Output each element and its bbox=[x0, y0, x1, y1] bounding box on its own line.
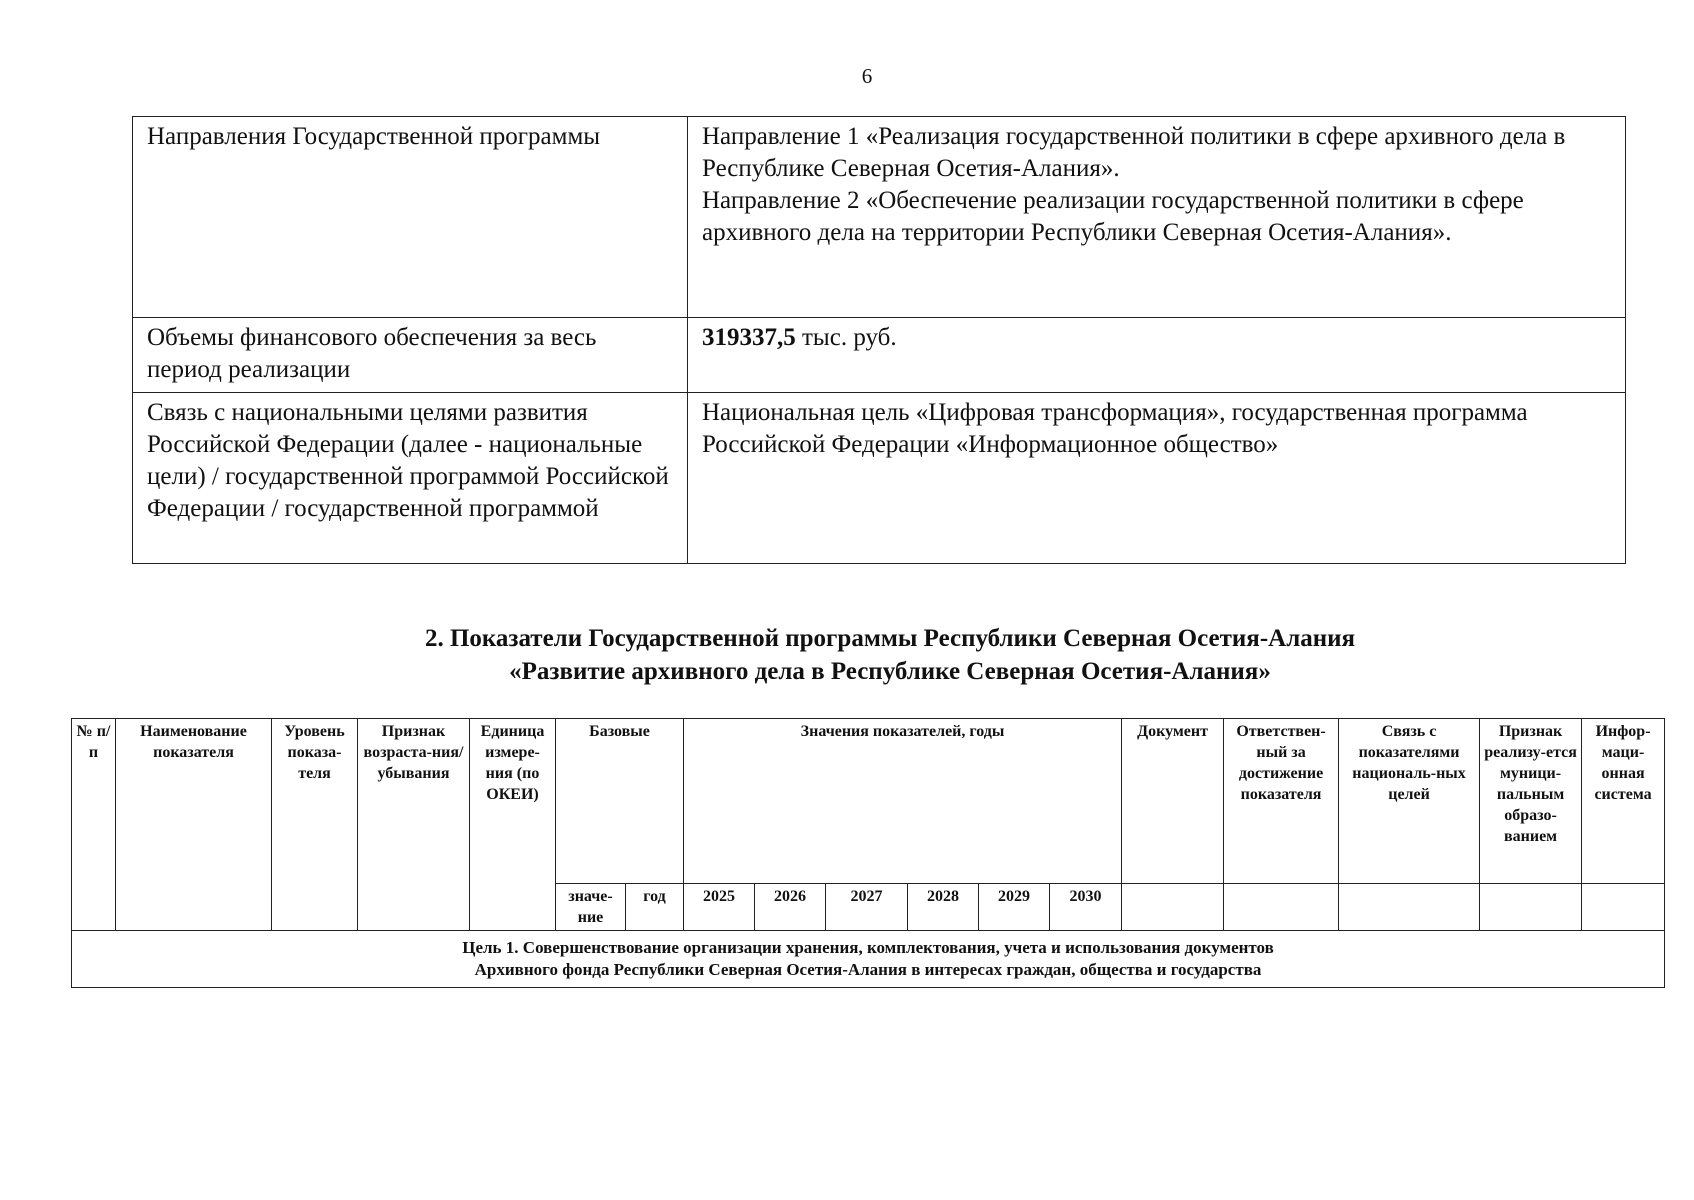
header-base: Базовые bbox=[556, 719, 684, 884]
funding-amount: 319337,5 bbox=[702, 324, 796, 351]
goal-1-line-2: Архивного фонда Республики Северная Осетия-Алания в интересах граждан, общества и государства bbox=[474, 960, 1262, 979]
funding-value bbox=[688, 318, 1626, 393]
direction-2: Направление 2 «Обеспечение реализации государственной политики в сфере архивного дела на территории Республики Северная Осетия-Алания». bbox=[702, 187, 1524, 246]
indicators-table bbox=[71, 718, 1665, 988]
header-link: Связь с показателями националь-ных целей bbox=[1339, 719, 1480, 884]
header-info-system: Инфор-маци-онная система bbox=[1582, 719, 1665, 884]
directions-value bbox=[688, 117, 1626, 318]
header-municipal: Признак реализу-ется муници-пальным образо-ванием bbox=[1480, 719, 1582, 884]
section-title-line-2: «Развитие архивного дела в Республике Северная Осетия-Алания» bbox=[509, 658, 1271, 685]
page-number: 6 bbox=[861, 64, 873, 88]
subheader-municipal-empty bbox=[1480, 884, 1582, 931]
subheader-link-empty bbox=[1339, 884, 1480, 931]
year-2025: 2025 bbox=[684, 884, 755, 931]
national-goals-label: Связь с национальными целями развития Российской Федерации (далее - национальные цели) / государственной программой Российской Федерации / государственной программой bbox=[133, 393, 688, 564]
passport-row-directions bbox=[133, 117, 1626, 318]
year-2027: 2027 bbox=[826, 884, 908, 931]
goal-1-line-1: Цель 1. Совершенствование организации хранения, комплектования, учета и использования документов bbox=[462, 938, 1274, 957]
subheader-base-year: год bbox=[626, 884, 684, 931]
header-document: Документ bbox=[1122, 719, 1224, 884]
header-level: Уровень показа-теля bbox=[272, 719, 358, 931]
subheader-info-system-empty bbox=[1582, 884, 1665, 931]
header-row bbox=[72, 719, 1665, 884]
goal-row bbox=[72, 931, 1665, 988]
year-2028: 2028 bbox=[908, 884, 979, 931]
header-values: Значения показателей, годы bbox=[684, 719, 1122, 884]
header-unit: Единица измере-ния (по ОКЕИ) bbox=[470, 719, 556, 931]
passport-row-national-goals bbox=[133, 393, 1626, 564]
year-2029: 2029 bbox=[979, 884, 1050, 931]
directions-label: Направления Государственной программы bbox=[133, 117, 688, 318]
goal-1 bbox=[72, 931, 1665, 988]
header-trend: Признак возраста-ния/ убывания bbox=[358, 719, 470, 931]
year-2026: 2026 bbox=[755, 884, 826, 931]
section-title-line-1: 2. Показатели Государственной программы Республики Северная Осетия-Алания bbox=[424, 625, 1356, 652]
header-num: № п/п bbox=[72, 719, 116, 931]
year-2030: 2030 bbox=[1050, 884, 1122, 931]
direction-1: Направление 1 «Реализация государственной политики в сфере архивного дела в Республике Северная Осетия-Алания». bbox=[702, 123, 1566, 182]
header-responsible: Ответствен-ный за достижение показателя bbox=[1224, 719, 1339, 884]
funding-label: Объемы финансового обеспечения за весь период реализации bbox=[133, 318, 688, 393]
header-name: Наименование показателя bbox=[116, 719, 272, 931]
subheader-base-value: значе-ние bbox=[556, 884, 626, 931]
funding-unit: тыс. руб. bbox=[802, 324, 897, 351]
subheader-responsible-empty bbox=[1224, 884, 1339, 931]
program-passport-table bbox=[132, 116, 1626, 564]
national-goals-value: Национальная цель «Цифровая трансформация», государственная программа Российской Федерации «Информационное общество» bbox=[688, 393, 1626, 564]
passport-row-funding bbox=[133, 318, 1626, 393]
subheader-document-empty bbox=[1122, 884, 1224, 931]
section-title bbox=[0, 622, 1694, 688]
